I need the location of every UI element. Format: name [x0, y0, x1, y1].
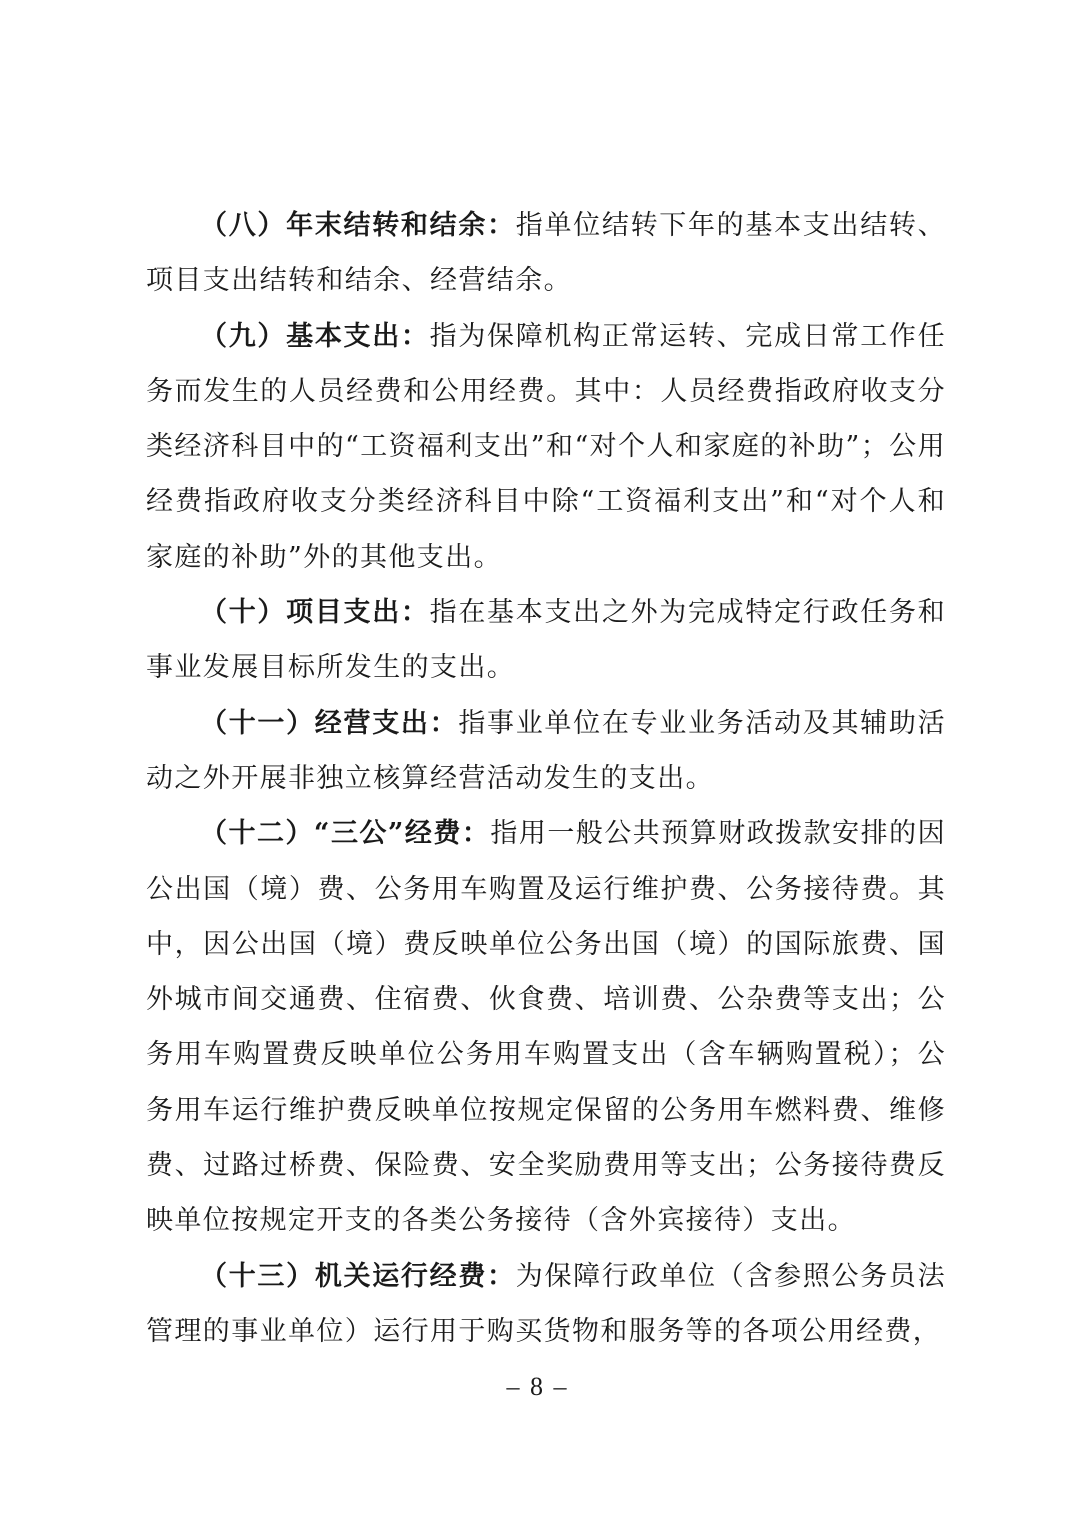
paragraph-three-public-expenses: [146, 806, 946, 1248]
term-definition: 指为保障机构正常运转、完成日常工作任务而发生的人员经费和公用经费。其中：人员经费指政府收支分类经济科目中的“工资福利支出”和“对个人和家庭的补助”；公用经费指政府收支分类经济科目中除“工资福利支出”和“对个人和家庭的补助”外的其他支出。: [146, 320, 947, 573]
paragraph-operating-expenditure: [146, 696, 946, 807]
term-definition: 指单位结转下年的基本支出结转、项目支出结转和结余、经营结余。: [146, 210, 947, 297]
term-definition: 指事业单位在专业业务活动及其辅助活动之外开展非独立核算经营活动发生的支出。: [146, 707, 946, 794]
paragraph-year-end-carryover: [146, 198, 946, 309]
term-definition: 为保障行政单位（含参照公务员法管理的事业单位）运行用于购买货物和服务等的各项公用经费，: [146, 1260, 947, 1347]
body-text: [146, 198, 946, 1359]
paragraph-agency-operating-funds: [146, 1249, 946, 1360]
term-definition: 指在基本支出之外为完成特定行政任务和事业发展目标所发生的支出。: [146, 597, 947, 684]
term-definition: 指用一般公共预算财政拨款安排的因公出国（境）费、公务用车购置及运行维护费、公务接待费。其中，因公出国（境）费反映单位公务出国（境）的国际旅费、国外城市间交通费、住宿费、伙食费、培训费、公杂费等支出；公务用车购置费反映单位公务用车购置支出（含车辆购置税）；公务用车运行维护费反映单位按规定保留的公务用车燃料费、维修费、过路过桥费、保险费、安全奖励费用等支出；公务接待费反映单位按规定开支的各类公务接待（含外宾接待）支出。: [146, 818, 946, 1237]
term-heading: （八）年末结转和结余：: [200, 210, 516, 241]
term-heading: （十一）经营支出：: [200, 707, 459, 739]
paragraph-project-expenditure: [146, 585, 946, 696]
paragraph-basic-expenditure: [146, 309, 946, 585]
term-heading: （十）项目支出：: [200, 597, 430, 629]
term-heading: （十二）“三公”经费：: [200, 818, 491, 850]
term-heading: （九）基本支出：: [200, 320, 430, 352]
term-heading: （十三）机关运行经费：: [200, 1260, 516, 1292]
page-number: – 8 –: [506, 1372, 569, 1401]
